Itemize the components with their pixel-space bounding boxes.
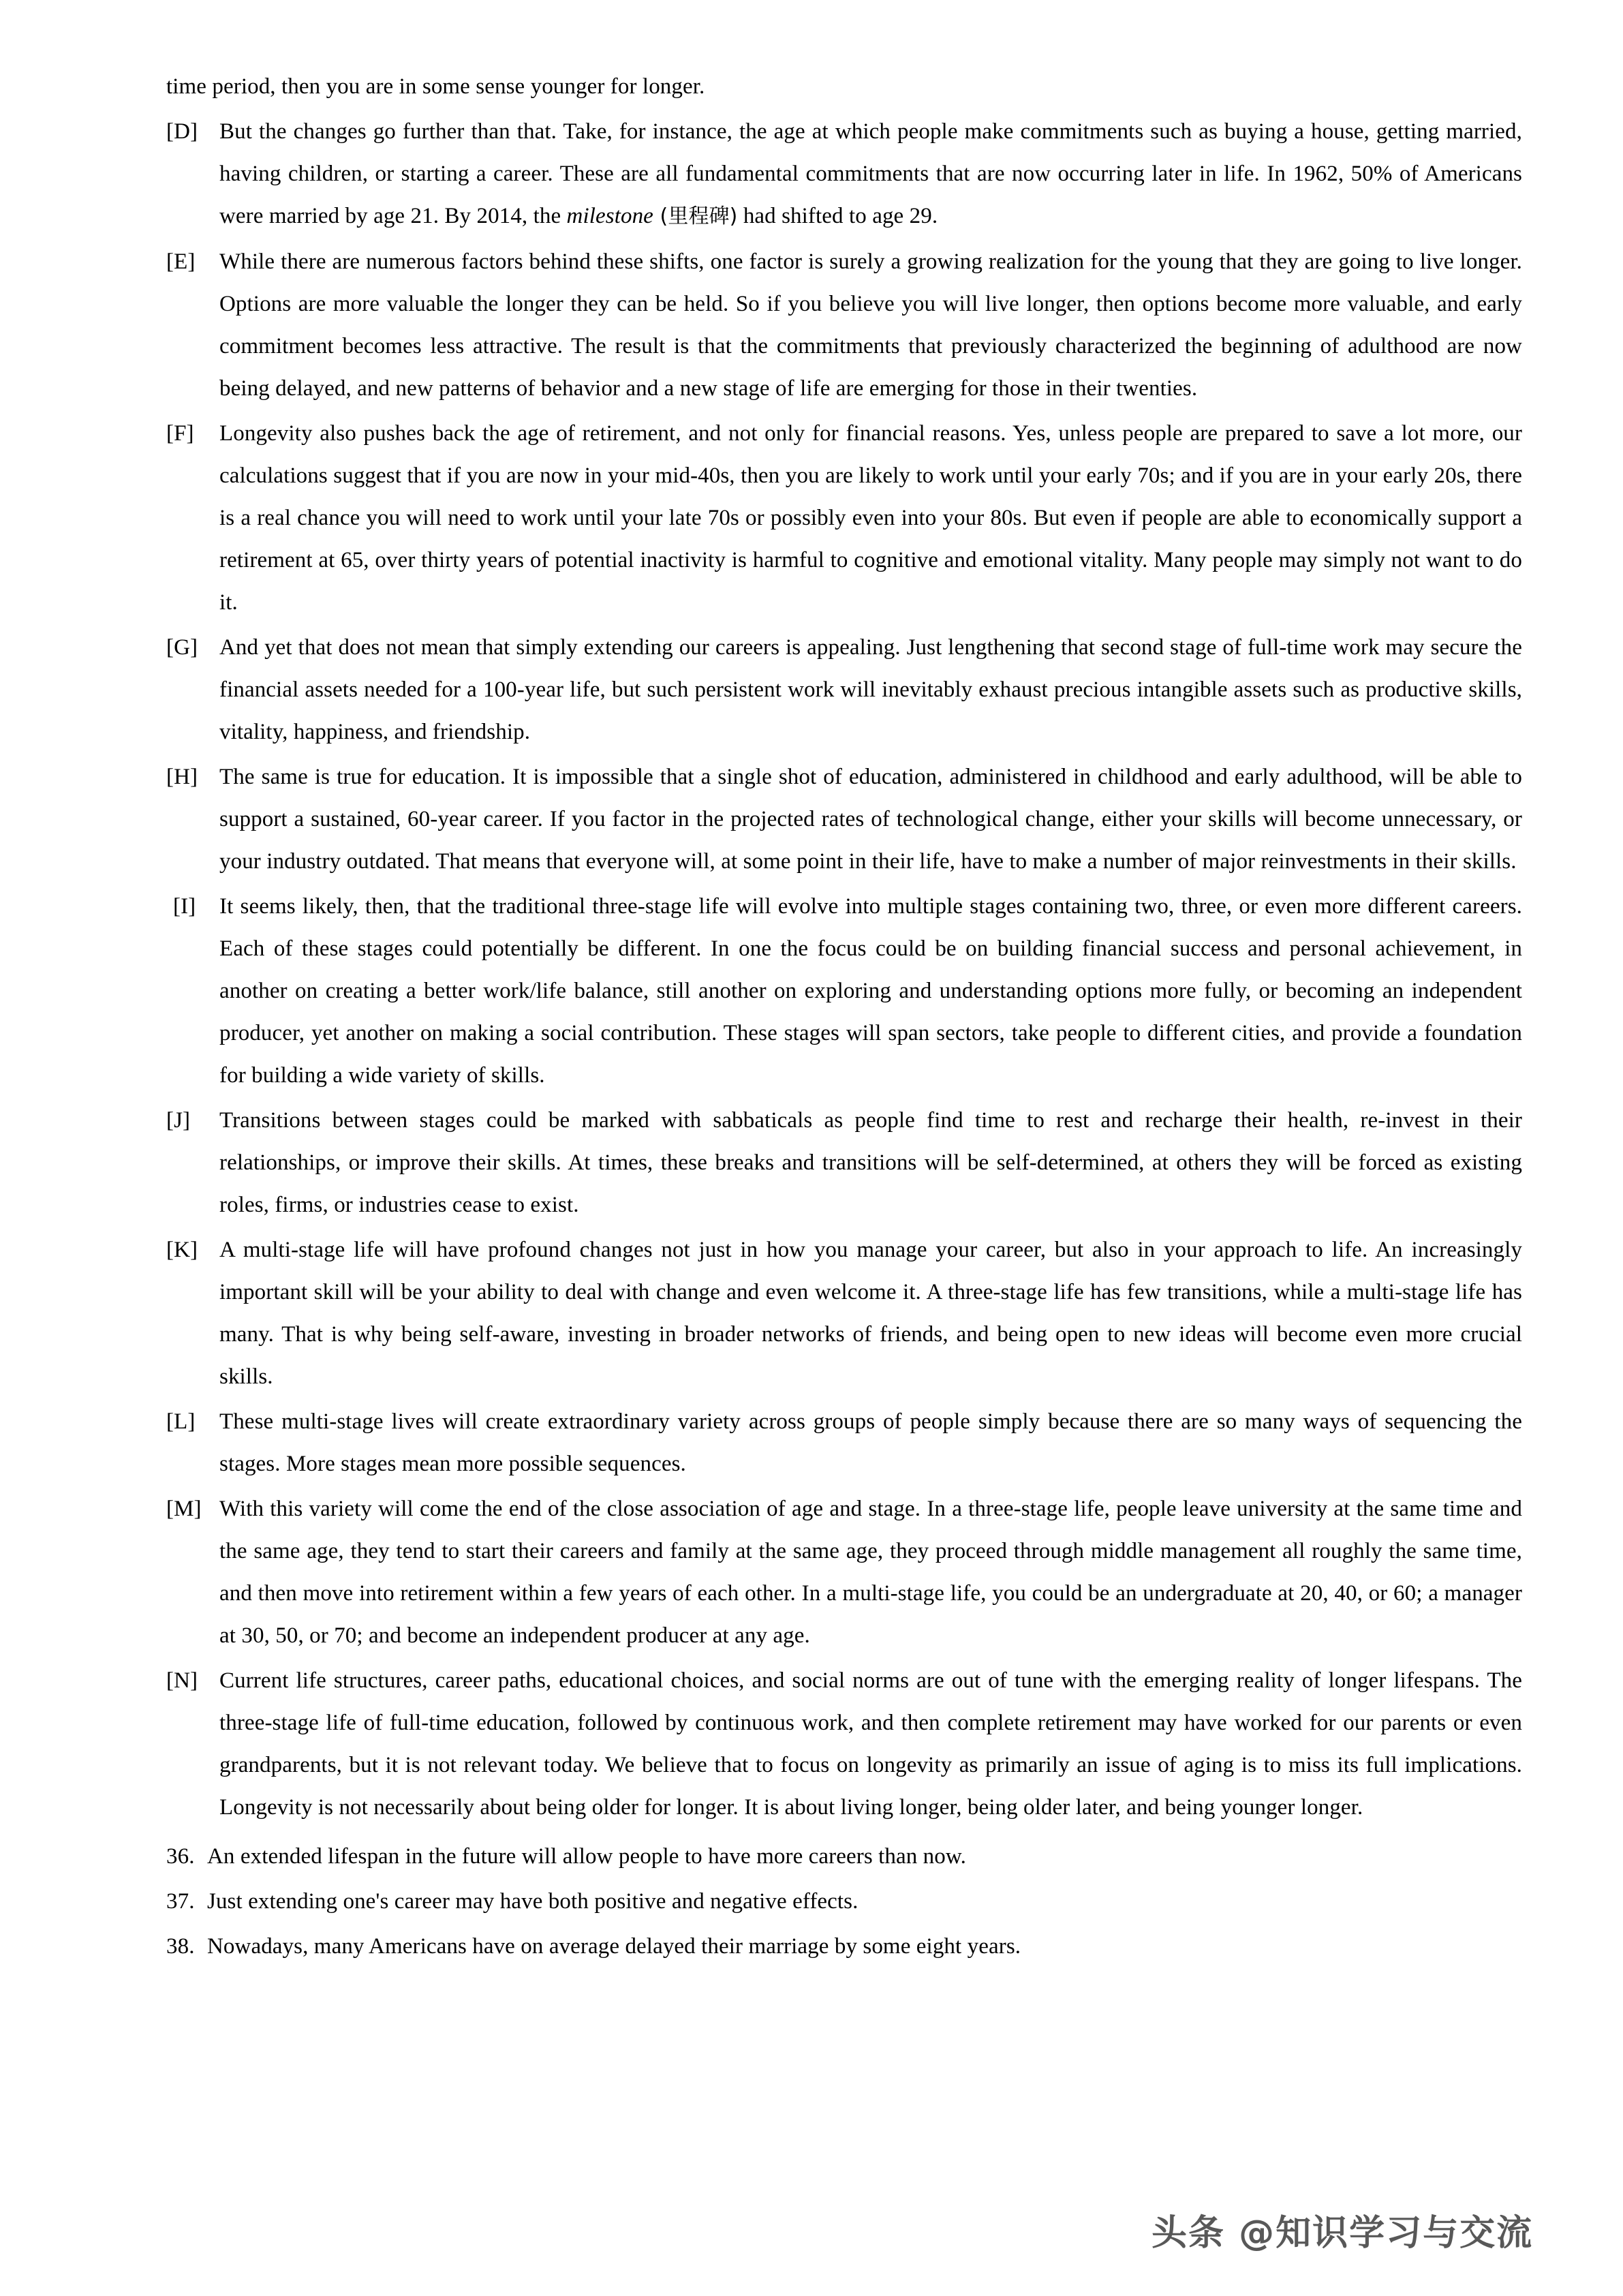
question-item [166,1925,1522,1968]
paragraph-body-L: These multi-stage lives will create extraordinary variety across groups of people simply because there are so many ways of sequencing the stages. More stages mean more possible sequences. [219,1409,1522,1476]
paragraph-tag-F: [F] [166,421,194,446]
question-number: 37. [166,1889,195,1914]
paragraph-body-J: Transitions between stages could be marked with sabbaticals as people find time to rest and recharge their health, re-invest in their relationships, or improve their skills. At times, these breaks and transitions will be self-determined, at others they will be forced as existing roles, firms, or industries cease to exist. [219,1108,1522,1217]
passage-paragraph-F [166,412,1522,624]
passage-paragraph-K [166,1229,1522,1398]
paragraph-body-I: It seems likely, then, that the traditional three-stage life will evolve into multiple stages containing two, three, or even more different careers. Each of these stages could potentially be different. In one the focus could be on building financial success and personal achievement, in another on creating a better work/life balance, still another on exploring and understanding options more fully, or becoming an independent producer, yet another on making a social contribution. These stages will span sectors, take people to different cities, and provide a foundation for building a wide variety of skills. [219,894,1522,1088]
passage-paragraph-J [166,1099,1522,1226]
paragraph-tag-N: [N] [166,1668,198,1693]
paragraph-tag-I: [I] [173,894,196,919]
paragraph-tag-D: [D] [166,119,198,144]
passage-paragraph-N [166,1659,1522,1828]
question-text: Nowadays, many Americans have on average delayed their marriage by some eight years. [207,1934,1021,1959]
paragraph-tag-E: [E] [166,249,196,274]
passage-paragraph-H [166,756,1522,883]
paragraph-tag-G: [G] [166,635,198,660]
question-item [166,1835,1522,1878]
passage-content [166,65,1522,1970]
paragraph-body-F: Longevity also pushes back the age of retirement, and not only for financial reasons. Yes, unless people are prepared to save a lot more, our calculations suggest that if you are now in your mid-40s, then you are likely to work until your early 70s; and if you are in your early 20s, there is a real chance you will need to work until your late 70s or possibly even into your 80s. But even if people are able to economically support a retirement at 65, over thirty years of potential inactivity is harmful to cognitive and emotional vitality. Many people may simply not want to do it. [219,421,1522,615]
paragraph-body-D [219,110,1522,238]
paragraph-body-E: While there are numerous factors behind these shifts, one factor is surely a growing realization for the young that they are going to live longer. Options are more valuable the longer they can be held. So if you believe you will live longer, then options become more valuable, and early commitment becomes less attractive. The result is that the commitments that previously characterized the beginning of adulthood are now being delayed, and new patterns of behavior and a new stage of life are emerging for those in their twenties. [219,249,1522,401]
paragraph-body-H: The same is true for education. It is impossible that a single shot of education, administered in childhood and early adulthood, will be able to support a sustained, 60-year career. If you factor in the projected rates of technological change, either your skills will become unnecessary, or your industry outdated. That means that everyone will, at some point in their life, have to make a number of major reinvestments in their skills. [219,765,1522,874]
question-number: 38. [166,1934,195,1959]
paragraph-body-M: With this variety will come the end of the close association of age and stage. In a three-stage life, people leave university at the same time and the same age, they tend to start their careers and family at the same age, they proceed through middle management all roughly the same time, and then move into retirement within a few years of each other. In a multi-stage life, you could be an undergraduate at 20, 40, or 60; a manager at 30, 50, or 70; and become an independent producer at any age. [219,1497,1522,1648]
passage-paragraph-L [166,1400,1522,1485]
paragraph-tag-M: [M] [166,1497,202,1521]
watermark: 头条 @知识学习与交流 [1151,2213,1534,2254]
passage-paragraph-D [166,110,1522,238]
paragraph-D-chinese-gloss: (里程碑) [653,204,738,228]
passage-paragraph-I [166,885,1522,1097]
question-text: Just extending one's career may have both positive and negative effects. [207,1889,859,1914]
question-item [166,1880,1522,1923]
paragraph-tag-L: [L] [166,1409,196,1434]
question-number: 36. [166,1844,195,1869]
question-text: An extended lifespan in the future will allow people to have more careers than now. [207,1844,967,1869]
paragraph-body-K: A multi-stage life will have profound changes not just in how you manage your career, but also in your approach to life. An increasingly important skill will be your ability to deal with change and even welcome it. A three-stage life has few transitions, while a multi-stage life has many. That is why being self-aware, investing in broader networks of friends, and being open to new ideas will become even more crucial skills. [219,1238,1522,1389]
paragraph-D-italic-term: milestone [566,204,653,228]
passage-paragraph-E [166,241,1522,410]
continuation-line: time period, then you are in some sense younger for longer. [166,74,705,99]
questions-list [166,1835,1522,1968]
paragraph-tag-K: [K] [166,1238,198,1262]
passage-paragraph-M [166,1488,1522,1657]
paragraph-tag-J: [J] [166,1108,191,1133]
paragraph-D-text-after: had shifted to age 29. [737,204,938,228]
paragraph-tag-H: [H] [166,765,198,789]
paragraph-body-N: Current life structures, career paths, educational choices, and social norms are out of tune with the emerging reality of longer lifespans. The three-stage life of full-time education, followed by continuous work, and then complete retirement may have worked for our parents or even grandparents, but it is not relevant today. We believe that to focus on longevity as primarily an issue of aging is to miss its full implications. Longevity is not necessarily about being older for longer. It is about living longer, being older later, and being younger longer. [219,1668,1522,1820]
paragraph-body-G: And yet that does not mean that simply extending our careers is appealing. Just lengthening that second stage of full-time work may secure the financial assets needed for a 100-year life, but such persistent work will inevitably exhaust precious intangible assets such as productive skills, vitality, happiness, and friendship. [219,635,1522,744]
passage-paragraph-G [166,626,1522,753]
paragraph-D-text-before: But the changes go further than that. Take, for instance, the age at which people make commitments such as buying a house, getting married, having children, or starting a career. These are all fundamental commitments that are now occurring later in life. In 1962, 50% of Americans were married by age 21. By 2014, the [219,119,1522,228]
